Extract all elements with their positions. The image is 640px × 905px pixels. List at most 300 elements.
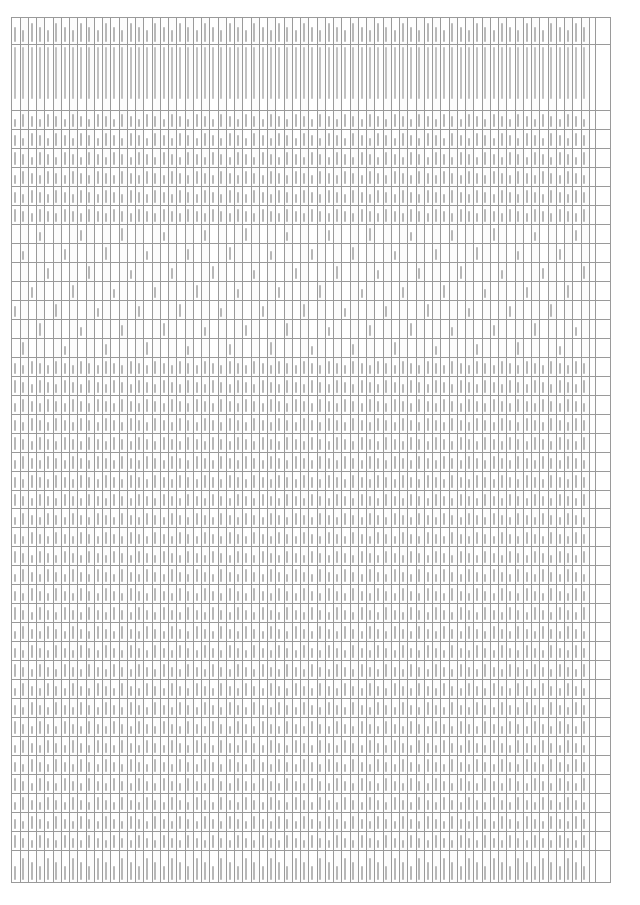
table-cell [309, 18, 317, 45]
table-cell [416, 547, 424, 566]
table-cell [194, 129, 202, 148]
illegible-figure [88, 819, 90, 829]
table-row [474, 18, 482, 883]
table-row [202, 18, 210, 883]
illegible-figure [427, 645, 429, 658]
table-cell [557, 490, 565, 509]
illegible-figure [451, 588, 453, 601]
illegible-figure [278, 816, 280, 829]
table-cell [227, 452, 235, 471]
illegible-figure [377, 116, 379, 126]
table-cell [202, 395, 210, 414]
illegible-figure [542, 30, 544, 42]
table-cell [194, 452, 202, 471]
illegible-figure [509, 494, 511, 507]
illegible-figure [138, 534, 140, 544]
table-cell [573, 699, 581, 718]
illegible-figure [418, 114, 420, 127]
table-cell [309, 794, 317, 813]
table-cell [491, 509, 499, 528]
table-cell [210, 756, 218, 775]
table-cell [268, 775, 276, 794]
illegible-figure [303, 361, 305, 374]
table-cell [491, 186, 499, 205]
table-cell [400, 509, 408, 528]
illegible-figure [154, 555, 156, 563]
illegible-figure [113, 762, 115, 772]
table-cell [185, 262, 193, 281]
table-cell [301, 642, 309, 661]
illegible-figure [542, 553, 544, 563]
table-cell [548, 45, 556, 110]
column-header [596, 262, 611, 281]
table-cell [119, 737, 127, 756]
illegible-figure [517, 513, 519, 526]
table-cell [433, 509, 441, 528]
illegible-figure [336, 688, 338, 696]
illegible-figure [352, 702, 354, 715]
illegible-figure [336, 762, 338, 772]
table-cell [334, 794, 342, 813]
table-cell [136, 851, 144, 883]
illegible-figure [171, 399, 173, 412]
illegible-figure [394, 667, 396, 677]
table-cell [95, 357, 103, 376]
table-cell [507, 186, 515, 205]
table-cell [243, 205, 251, 224]
illegible-figure [212, 688, 214, 696]
illegible-figure [270, 838, 272, 848]
table-cell [309, 737, 317, 756]
table-cell [95, 490, 103, 509]
table-cell [194, 832, 202, 851]
illegible-figure [509, 27, 511, 42]
table-cell [540, 832, 548, 851]
table-cell [449, 528, 457, 547]
table-cell [169, 566, 177, 585]
illegible-figure [328, 800, 330, 810]
table-cell [524, 737, 532, 756]
illegible-figure [361, 494, 363, 507]
illegible-figure [542, 399, 544, 412]
illegible-figure [377, 572, 379, 582]
table-cell [152, 490, 160, 509]
illegible-figure [451, 475, 453, 488]
table-cell [169, 471, 177, 490]
illegible-figure [517, 479, 519, 487]
table-cell [367, 528, 375, 547]
table-cell [524, 243, 532, 262]
illegible-figure [427, 418, 429, 431]
table-cell [532, 680, 540, 699]
table-cell [474, 18, 482, 45]
table-cell [425, 319, 433, 338]
illegible-figure [179, 173, 181, 183]
illegible-figure [88, 175, 90, 183]
illegible-figure [427, 588, 429, 601]
column-header [596, 851, 611, 883]
table-cell [169, 604, 177, 623]
illegible-figure [534, 664, 536, 677]
illegible-figure [262, 607, 264, 620]
table-cell [268, 566, 276, 585]
table-cell [367, 832, 375, 851]
table-cell [581, 813, 589, 832]
illegible-figure [583, 648, 585, 658]
illegible-figure [369, 764, 371, 772]
table-cell [202, 357, 210, 376]
column-header [596, 756, 611, 775]
illegible-figure [220, 496, 222, 506]
illegible-figure [295, 171, 297, 184]
illegible-figure [286, 27, 288, 42]
illegible-figure [435, 517, 437, 525]
table-cell [425, 528, 433, 547]
illegible-figure [97, 496, 99, 506]
illegible-figure [410, 745, 412, 753]
illegible-figure [460, 380, 462, 393]
table-cell [326, 357, 334, 376]
table-cell [293, 528, 301, 547]
table-cell [218, 471, 226, 490]
table-cell [111, 186, 119, 205]
table-cell [309, 851, 317, 883]
table-cell [449, 813, 457, 832]
column-header [596, 300, 611, 319]
table-cell [78, 699, 86, 718]
illegible-figure [97, 838, 99, 848]
illegible-figure [163, 209, 165, 222]
table-cell [392, 110, 400, 129]
illegible-figure [328, 743, 330, 753]
illegible-figure [138, 721, 140, 734]
table-cell [334, 756, 342, 775]
table-cell [359, 18, 367, 45]
table-cell [458, 281, 466, 300]
table-cell [540, 433, 548, 452]
illegible-figure [121, 821, 123, 829]
table-cell [392, 851, 400, 883]
illegible-figure [138, 306, 140, 316]
illegible-figure [146, 838, 148, 848]
illegible-figure [270, 536, 272, 544]
table-cell [524, 395, 532, 414]
illegible-figure [286, 802, 288, 810]
table-cell [515, 45, 523, 110]
illegible-figure [88, 266, 90, 279]
illegible-figure [204, 572, 206, 582]
illegible-figure [385, 591, 387, 601]
illegible-figure [278, 401, 280, 411]
table-cell [350, 661, 358, 680]
illegible-figure [534, 175, 536, 183]
illegible-figure [517, 536, 519, 544]
illegible-figure [550, 361, 552, 374]
table-cell [144, 45, 152, 110]
illegible-figure [245, 536, 247, 544]
illegible-figure [262, 152, 264, 165]
illegible-figure [377, 418, 379, 431]
table-cell [128, 433, 136, 452]
illegible-figure [377, 213, 379, 221]
column-number [590, 718, 596, 737]
illegible-figure [542, 858, 544, 880]
table-cell [317, 262, 325, 281]
table-cell [367, 547, 375, 566]
illegible-figure [295, 781, 297, 791]
table-cell [540, 585, 548, 604]
illegible-figure [501, 629, 503, 639]
illegible-figure [344, 365, 346, 373]
table-cell [482, 300, 490, 319]
table-cell [128, 680, 136, 699]
column-number [590, 281, 596, 300]
table-cell [416, 414, 424, 433]
table-cell [243, 262, 251, 281]
illegible-figure [171, 650, 173, 658]
illegible-figure [550, 213, 552, 221]
illegible-figure [369, 626, 371, 639]
table-cell [276, 604, 284, 623]
table-cell [111, 148, 119, 167]
illegible-figure [278, 475, 280, 488]
illegible-figure [328, 116, 330, 126]
table-cell [284, 585, 292, 604]
illegible-figure [443, 171, 445, 184]
table-cell [119, 319, 127, 338]
table-cell [383, 813, 391, 832]
table-cell [499, 623, 507, 642]
table-cell [425, 243, 433, 262]
table-cell [86, 414, 94, 433]
table-cell [573, 604, 581, 623]
table-cell [515, 319, 523, 338]
illegible-figure [187, 209, 189, 222]
illegible-figure [484, 551, 486, 564]
illegible-figure [270, 399, 272, 412]
table-cell [367, 566, 375, 585]
illegible-figure [402, 213, 404, 221]
column-number [590, 338, 596, 357]
table-cell [317, 319, 325, 338]
table-cell [507, 110, 515, 129]
illegible-figure [121, 683, 123, 696]
illegible-figure [270, 365, 272, 373]
illegible-figure [138, 437, 140, 450]
table-cell [78, 433, 86, 452]
illegible-figure [138, 460, 140, 468]
illegible-figure [311, 346, 313, 354]
table-cell [515, 395, 523, 414]
table-cell [416, 45, 424, 110]
table-cell [458, 300, 466, 319]
table-cell [235, 319, 243, 338]
illegible-figure [253, 23, 255, 42]
table-cell [202, 680, 210, 699]
table-cell [383, 832, 391, 851]
table-cell [161, 737, 169, 756]
illegible-figure [229, 418, 231, 431]
illegible-figure [402, 645, 404, 658]
table-cell [474, 186, 482, 205]
table-cell [573, 756, 581, 775]
table-cell [359, 110, 367, 129]
illegible-figure [171, 513, 173, 526]
table-cell [375, 243, 383, 262]
table-cell [86, 338, 94, 357]
table-cell [317, 813, 325, 832]
illegible-figure [493, 479, 495, 487]
illegible-figure [567, 154, 569, 164]
table-cell [449, 110, 457, 129]
table-cell [119, 490, 127, 509]
table-cell [301, 452, 309, 471]
table-cell [375, 452, 383, 471]
illegible-figure [212, 494, 214, 507]
table-cell [152, 281, 160, 300]
table-cell [540, 642, 548, 661]
illegible-figure [394, 610, 396, 620]
table-cell [251, 566, 259, 585]
table-cell [309, 395, 317, 414]
illegible-figure [336, 607, 338, 620]
table-cell [309, 376, 317, 395]
illegible-figure [154, 588, 156, 601]
illegible-figure [146, 513, 148, 526]
table-cell [466, 281, 474, 300]
table-cell [524, 832, 532, 851]
illegible-figure [410, 688, 412, 696]
illegible-figure [88, 420, 90, 430]
table-cell [466, 319, 474, 338]
illegible-figure [130, 862, 132, 880]
table-cell [334, 832, 342, 851]
illegible-figure [328, 702, 330, 715]
illegible-figure [311, 745, 313, 753]
illegible-figure [534, 27, 536, 42]
illegible-figure [377, 612, 379, 620]
table-cell [573, 623, 581, 642]
illegible-figure [484, 380, 486, 393]
illegible-figure [575, 213, 577, 221]
table-cell [144, 224, 152, 243]
table-cell [301, 414, 309, 433]
illegible-figure [567, 536, 569, 544]
table-cell [235, 737, 243, 756]
illegible-figure [138, 420, 140, 430]
table-cell [111, 338, 119, 357]
table-row [128, 18, 136, 883]
illegible-figure [88, 607, 90, 620]
illegible-figure [385, 534, 387, 544]
table-cell [524, 718, 532, 737]
table-cell [177, 205, 185, 224]
illegible-figure [501, 270, 503, 278]
table-cell [400, 547, 408, 566]
illegible-figure [501, 23, 503, 42]
illegible-figure [369, 211, 371, 221]
illegible-figure [526, 441, 528, 449]
illegible-figure [237, 648, 239, 658]
illegible-figure [212, 27, 214, 42]
illegible-figure [138, 192, 140, 202]
illegible-figure [460, 591, 462, 601]
table-cell [565, 737, 573, 756]
table-cell [260, 243, 268, 262]
illegible-figure [460, 119, 462, 127]
illegible-figure [427, 515, 429, 525]
illegible-figure [377, 783, 379, 791]
illegible-figure [80, 23, 82, 42]
table-cell [218, 376, 226, 395]
table-cell [441, 490, 449, 509]
column-number [590, 129, 596, 148]
table-cell [515, 262, 523, 281]
illegible-figure [493, 797, 495, 810]
table-row [293, 18, 301, 883]
illegible-figure [435, 778, 437, 791]
table-cell [400, 528, 408, 547]
table-cell [218, 794, 226, 813]
illegible-figure [427, 629, 429, 639]
illegible-figure [567, 626, 569, 639]
table-cell [474, 395, 482, 414]
table-cell [515, 509, 523, 528]
illegible-figure [88, 705, 90, 715]
illegible-figure [361, 380, 363, 393]
table-cell [202, 376, 210, 395]
table-cell [433, 813, 441, 832]
illegible-figure [179, 361, 181, 374]
illegible-figure [130, 213, 132, 221]
table-cell [334, 281, 342, 300]
illegible-figure [385, 762, 387, 772]
illegible-figure [476, 572, 478, 582]
table-cell [317, 186, 325, 205]
table-cell [128, 832, 136, 851]
illegible-figure [286, 551, 288, 564]
table-cell [499, 18, 507, 45]
illegible-figure [130, 645, 132, 658]
illegible-figure [443, 114, 445, 127]
illegible-figure [237, 745, 239, 753]
table-cell [383, 338, 391, 357]
table-cell [474, 623, 482, 642]
table-cell [342, 433, 350, 452]
table-cell [276, 699, 284, 718]
table-cell [491, 794, 499, 813]
illegible-figure [187, 437, 189, 450]
illegible-figure [88, 363, 90, 373]
illegible-figure [138, 380, 140, 393]
illegible-figure [484, 209, 486, 222]
illegible-figure [344, 496, 346, 506]
table-cell [573, 832, 581, 851]
table-cell [482, 794, 490, 813]
illegible-figure [204, 173, 206, 183]
illegible-figure [105, 247, 107, 260]
illegible-figure [468, 422, 470, 430]
table-cell [202, 471, 210, 490]
illegible-figure [418, 154, 420, 164]
illegible-figure [163, 866, 165, 880]
table-cell [103, 775, 111, 794]
illegible-figure [311, 866, 313, 880]
illegible-figure [517, 797, 519, 810]
table-cell [227, 832, 235, 851]
illegible-figure [517, 194, 519, 202]
illegible-figure [509, 437, 511, 450]
